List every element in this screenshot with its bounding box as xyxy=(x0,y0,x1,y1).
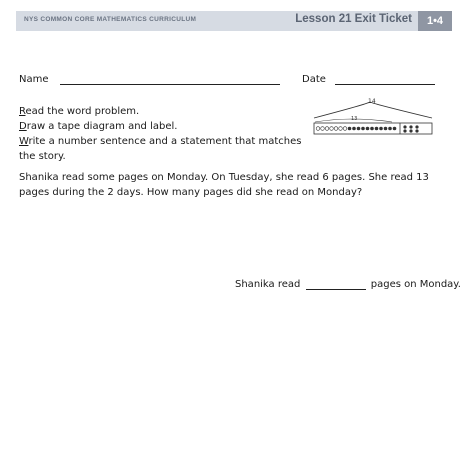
name-line[interactable] xyxy=(60,74,280,85)
direction-draw: Draw a tape diagram and label. xyxy=(19,121,178,132)
name-label: Name xyxy=(19,74,49,85)
word-problem: Shanika read some pages on Monday. On Tuesday, she read 6 pages. She read 13 pages during the 2 days. How many pages did she read on Monday? xyxy=(19,172,429,198)
answer-prefix: Shanika read xyxy=(235,279,301,290)
direction-read: Read the word problem. xyxy=(19,106,140,117)
part-label: 13 xyxy=(351,116,358,122)
tape-diagram xyxy=(312,96,436,140)
date-line[interactable] xyxy=(335,74,435,85)
date-label: Date xyxy=(302,74,326,85)
direction-write: Write a number sentence and a statement that matches xyxy=(19,136,302,147)
name-field[interactable] xyxy=(19,74,280,85)
tape-circles-filled xyxy=(348,125,419,132)
direction-story: the story. xyxy=(19,151,66,162)
tape-circles-open xyxy=(316,127,347,131)
answer-statement xyxy=(235,279,461,290)
date-field[interactable] xyxy=(302,74,435,85)
answer-suffix: pages on Monday. xyxy=(370,279,461,290)
lesson-title: Lesson 21 Exit Ticket xyxy=(295,13,412,25)
total-label: 14 xyxy=(368,98,376,105)
module-badge: 1•4 xyxy=(418,11,452,31)
directions xyxy=(19,104,302,164)
answer-blank[interactable] xyxy=(306,279,366,290)
curriculum-title: NYS COMMON CORE MATHEMATICS CURRICULUM xyxy=(24,16,197,23)
page-header xyxy=(16,11,452,31)
